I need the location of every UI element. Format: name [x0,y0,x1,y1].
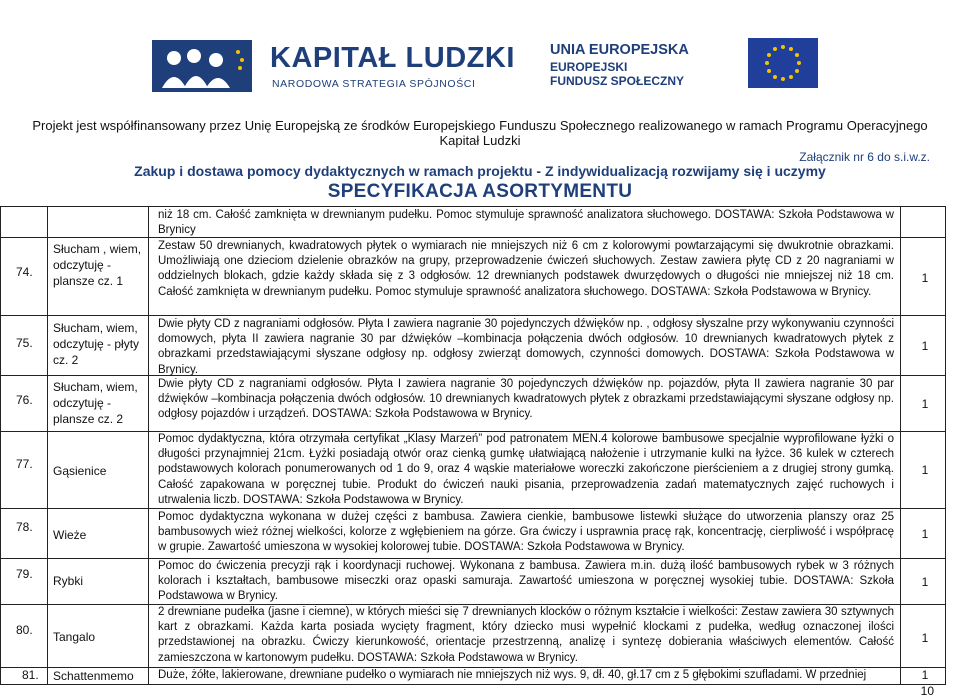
eu-logo-line2: EUROPEJSKI [550,60,628,74]
eu-logo-text [540,40,740,90]
specification-table [0,206,946,685]
table-row-desc: Duże, żółte, lakierowane, drewniane pudełko o wymiarach nie mniejszych niż wys. 9, dł. 40, gł.17 cm z 5 głębokimi szufladami. W przedniej [158,669,867,681]
table-row-name: Tangalo [53,630,96,644]
eu-logo-line1: UNIA EUROPEJSKA [550,42,689,58]
table-row-qty: 1 [921,668,929,682]
table-row-number: 79. [16,567,33,581]
table-row-name: Słucham, wiem, odczytuję - płyty cz. 2 [53,321,140,367]
spec-title: SPECYFIKACJA ASORTYMENTU [327,181,633,202]
table-row-desc: Pomoc dydaktyczna, która otrzymała certyfikat „Klasy Marzeń” pod patronatem MEN.4 kolorowe bambusowe specjalnie wyprofilowane łyżki o długości przynajmniej 21cm. Łyżki posiadają otwór oraz cienką gumkę ułatwiającą nałożenie i utrzymanie kulki na łyżce. 36 kulek w czterech podstawowych kolorach ponumerowanych od 1 do 9, oraz 4 wąskie materiałowe woreczki zakończone pierścieniem a z drugiej strony gumką. Całość zapakowana w poręcznej tubie. Produkt do ćwiczeń nauki pisania, przeprowadzenia zadań matematycznych zajęć ruchowych i utrwalenia liczb. DOSTAWA: Szkoła Podstawowa w Brynicy. [158,433,894,506]
kapital-ludzki-logo [150,36,515,96]
annex-label: Załącznik nr 6 do s.i.w.z. [799,150,930,164]
table-row-number: 74. [16,265,33,279]
logo-left-subtitle: NARODOWA STRATEGIA SPÓJNOŚCI [272,78,476,90]
table-row-desc: Pomoc dydaktyczna wykonana w dużej części z bambusa. Zawiera cienkie, bambusowe listewki służące do utworzenia planszy oraz 25 bambusowych wież różnej wielkości, kolorze z wgłębieniem na górze. Gra ćwiczy i usprawnia pracę rąk, koncentrację, cierpliwość i współpracę w grupie. Zawartość umieszona w wysokiej kolorowej tubie. DOSTAWA: Szkoła Podstawowa w Brynicy. [158,511,894,554]
project-line-1: Projekt jest współfinansowany przez Unię Europejską ze środków Europejskiego Funduszu Społecznego realizowanego w ramach Programu Operacyjnego [32,118,928,133]
table-row-qty: 1 [921,575,929,589]
table-row-number: 75. [16,336,33,350]
eu-flag-icon [748,38,818,88]
table-row-name: Rybki [53,574,84,588]
project-line-2: Kapitał Ludzki [439,133,521,148]
table-row-desc: Pomoc do ćwiczenia precyzji rąk i koordynacji ruchowej. Wykonana z bambusa. Zawiera m.in. dużą ilość bambusowych rybek w 3 różnych kolorach i kształtach, bambusowe miseczki oraz opaski samuraja. Zawartość umieszona w poręcznej wysokiej tubie. DOSTAWA: Szkoła Podstawowa w Brynicy. [158,560,894,603]
table-row-name: Słucham, wiem, odczytuję - plansze cz. 2 [53,380,138,426]
table-row-number: 81. [22,668,39,682]
table-row-qty: 1 [921,271,929,285]
table-row-desc: Dwie płyty CD z nagraniami odgłosów. Płyta I zawiera nagranie 30 pojedynczych dźwięków np. pojazdów, płyta II zawiera nagranie 30 par dźwięków –kombinacja połączenia dwóch odgłosów. 10 drewnianych kwadratowych płytek z obrazkami przedstawiającymi słyszane odgłosy np. odgłosy pojazdów i urządzeń. DOSTAWA: Szkoła Podstawowa w Brynicy. [158,378,894,421]
logo-left-title: KAPITAŁ LUDZKI [270,42,515,74]
table-row-name: Słucham , wiem, odczytuję - plansze cz. 1 [53,242,142,288]
table-row-desc: 2 drewniane pudełka (jasne i ciemne), w których mieści się 7 drewnianych klocków o różnym kształcie i wielkości: Zestaw zawiera 30 sztywnych kart z obrazkami. Każda karta posiada wycięty fragment, który dziecko musi wypełnić klockami z pudełka, według oznaczonej ilości przedstawionej na obrazku. Ćwiczy kierunkowość, orientacje przestrzenną, analizę i syntezę dobierania właściwych elementów. Całość zamieszczona w kartonowym pudełku. DOSTAWA: Szkoła Podstawowa w Brynicy. [158,606,894,664]
table-row-qty: 1 [921,463,929,477]
eu-logo-line3: FUNDUSZ SPOŁECZNY [550,74,685,88]
table-row-name: Wieże [53,528,87,542]
order-title: Zakup i dostawa pomocy dydaktycznych w ramach projektu - Z indywidualizacją rozwijamy się i uczymy [134,163,826,179]
table-row-number: 78. [16,520,33,534]
table-row-qty: 1 [921,339,929,353]
table-row-qty: 1 [921,631,929,645]
kapital-ludzki-emblem-icon [150,36,260,96]
table-row-name: Gąsienice [53,464,107,478]
page-number: 10 [920,684,934,698]
table-row-number: 77. [16,457,33,471]
continuation-desc: niż 18 cm. Całość zamknięta w drewnianym pudełku. Pomoc stymuluje sprawność analizatora słuchowego. DOSTAWA: Szkoła Podstawowa w Brynicy [158,209,894,237]
table-row-name: Schattenmemo [53,669,134,683]
table-row-desc: Dwie płyty CD z nagraniami odgłosów. Płyta I zawiera nagranie 30 pojedynczych dźwięków np. , odgłosy słyszalne przy wykonywaniu czynności domowych, płyta II zawiera nagranie 30 par dźwięków –kombinacja połączenia dwóch odgłosów. 10 drewnianych kwadratowych płytek z obrazkami przedstawiającymi słyszane odgłosy np. odgłosy zwierząt domowych, czynności domowych. DOSTAWA: Szkoła Podstawowa w Brynicy. [158,318,894,376]
table-row-number: 76. [16,393,33,407]
table-row-qty: 1 [921,527,929,541]
table-row-number: 80. [16,623,33,637]
table-row-desc: Zestaw 50 drewnianych, kwadratowych płytek o wymiarach nie mniejszych niż 6 cm z kolorowymi powtarzającymi się dwukrotnie obrazkami. Umożliwiają one dzieciom dzielenie obrazków na grupy, przeprowadzenie ćwiczeń słuchowych. Zestaw zawiera płytę CD z 20 nagraniami w oddzielnych blokach, gdzie każdy składa się z 3 odgłosów. 12 drewnianych podstawek dwurzędowych o długości nie mniejszej niż 18 cm. Całość zamknięta w drewnianym pudełku. Pomoc stymuluje sprawność analizatora słuchowego. DOSTAWA: Szkoła Podstawowa w Brynicy. [158,240,894,298]
table-row-qty: 1 [921,397,929,411]
